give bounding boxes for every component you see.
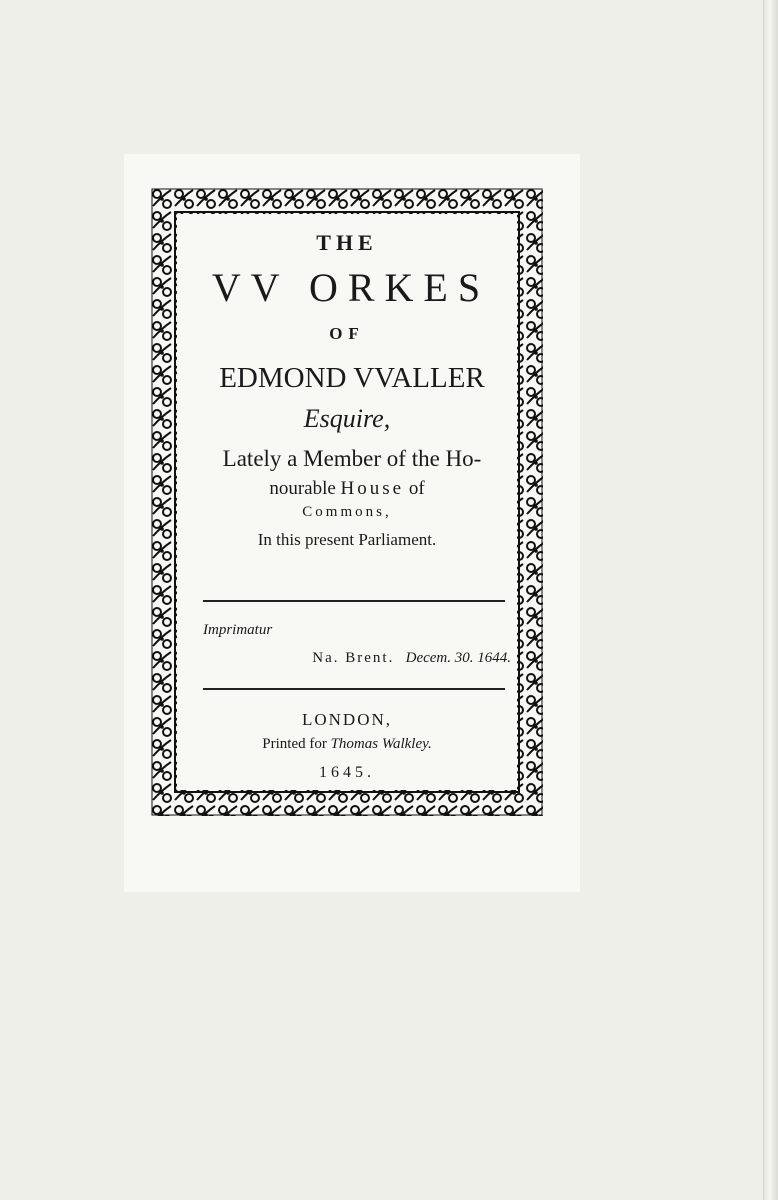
divider-rule-top <box>203 600 505 602</box>
license-date: Decem. 30. 1644. <box>405 650 511 666</box>
imprint-year: 1645. <box>319 764 375 781</box>
imprint-place: LONDON, <box>301 710 393 729</box>
title-of: OF <box>329 324 365 343</box>
title-text-block <box>183 220 511 784</box>
commons-line: Commons, <box>302 504 392 520</box>
printed-for-label: Printed for <box>262 736 327 752</box>
imprint-printer-line <box>183 736 511 753</box>
house-word: House <box>340 478 405 499</box>
page-edge <box>764 0 778 1200</box>
of-word: of <box>408 478 425 499</box>
author-name: EDMOND VVALLER <box>219 362 485 394</box>
imprimatur-label: Imprimatur <box>203 622 273 638</box>
author-title: Esquire, <box>303 404 391 433</box>
honourable-word: nourable <box>269 478 336 499</box>
title-workes: VV ORKES <box>211 265 491 310</box>
parliament-line: In this present Parliament. <box>257 530 437 549</box>
title-the: THE <box>316 230 378 255</box>
licenser-name: Na. Brent. <box>312 650 395 666</box>
divider-rule-bottom <box>203 688 505 690</box>
license-line <box>183 650 511 667</box>
description-line-1: Lately a Member of the Ho- <box>222 446 482 471</box>
description-line-2 <box>183 478 511 500</box>
title-page-frame <box>151 188 543 816</box>
printer-name: Thomas Walkley. <box>330 736 432 752</box>
